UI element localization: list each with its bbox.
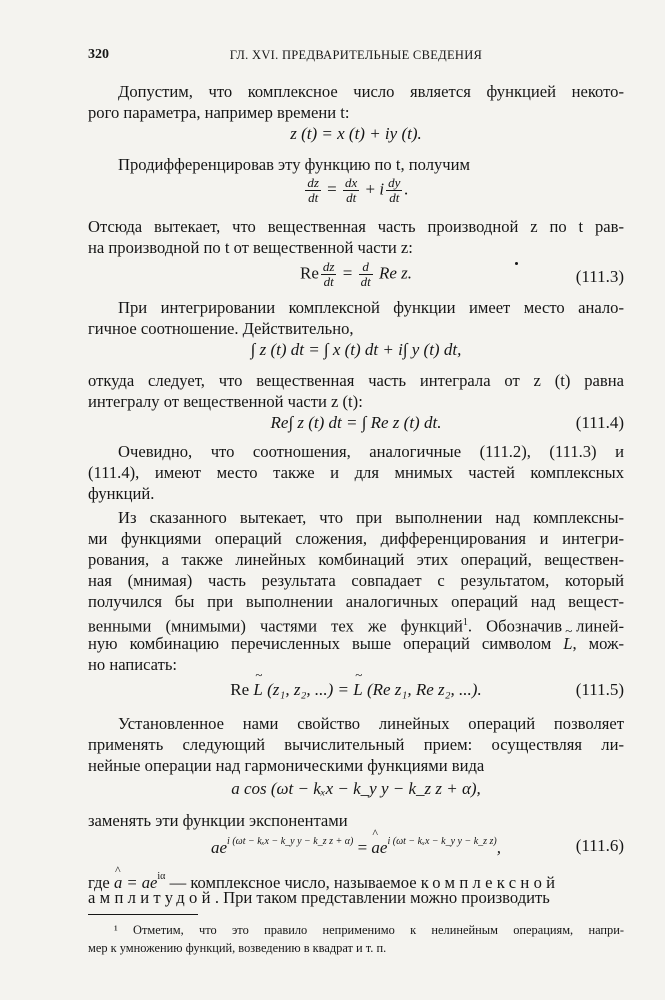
text-line: откуда следует, что вещественная часть интеграла от z (t) равна bbox=[88, 371, 624, 390]
page-number: 320 bbox=[88, 47, 109, 62]
fraction: $\frac{dz}{dt}$ bbox=[307, 175, 319, 205]
chapter-title: ГЛ. XVI. ПРЕДВАРИТЕЛЬНЫЕ СВЕДЕНИЯ bbox=[229, 48, 483, 62]
fraction: $\frac{dx}{dt}$ bbox=[345, 175, 358, 205]
text-line: ную комбинацию перечисленных выше операций символом ~ L, мож- bbox=[88, 633, 624, 654]
running-header bbox=[88, 47, 624, 67]
text-line: Отсюда вытекает, что вещественная часть производной z по t рав- bbox=[88, 217, 624, 236]
text-line: применять следующий вычислительный прием: осуществляя ли- bbox=[88, 735, 624, 754]
equation-number: (111.5) bbox=[575, 680, 624, 699]
spaced-term: комплексной bbox=[420, 873, 560, 892]
text-line: нейные операции над гармоническими функциями вида bbox=[88, 756, 485, 775]
text-line: где ^ $a = ae^{i\alpha}$ — комплексное число, называемое комплексной bbox=[88, 866, 624, 893]
footnote-ref: 1 bbox=[462, 617, 468, 628]
text-line: венными (мнимыми) частями тех же функций$^1$. Обозначив линей- bbox=[88, 616, 624, 636]
equation-text: Re∫ z (t) dt = ∫ Re z (t) dt. bbox=[270, 413, 442, 432]
footnote-line: ¹ Отметим, что это правило неприменимо к нелинейным операциям, напри- bbox=[114, 923, 624, 937]
footnote-divider bbox=[88, 914, 198, 915]
text-line: ная (мнимая) часть результата совпадает с результатом, который bbox=[88, 571, 624, 590]
equation-2: $\frac{dz}{dt}$ = $\frac{dx}{dt}$ + i $\frac{dy}{dt}$ . bbox=[307, 175, 409, 205]
spaced-term: амплитудой bbox=[88, 888, 215, 907]
equation-number: (111.6) bbox=[575, 836, 624, 855]
text-line: амплитудой. При таком представлении можно производить bbox=[88, 888, 550, 907]
text-line: интегралу от вещественной части z (t): bbox=[88, 392, 363, 411]
footnote-line: мер к умножению функций, возведению в квадрат и т. п. bbox=[88, 941, 387, 955]
text-line: рования, а также линейных комбинаций этих операций, веществен- bbox=[88, 550, 624, 569]
text-line: на производной по t от вещественной части z: bbox=[88, 238, 413, 257]
equation-text: a cos (ωt − kₓx − k_y y − k_z z + α), bbox=[231, 779, 481, 798]
operator-symbol: ~ L bbox=[563, 633, 572, 654]
fraction: $\frac{dz}{dt}$ bbox=[322, 259, 335, 289]
text-line: рого параметра, например времени t: bbox=[88, 103, 350, 122]
text-line: (111.4), имеют место также и для мнимых частей комплексных bbox=[88, 463, 624, 482]
text-line: Допустим, что комплексное число является функцией некото- bbox=[118, 82, 624, 101]
text-line: гичное соотношение. Действительно, bbox=[88, 319, 354, 338]
equation-3: Re $\frac{dz}{dt}$ = $\frac{d}{dt}$ Re z. (111.3) bbox=[300, 259, 624, 289]
equation-text: ∫ z (t) dt = ∫ x (t) dt + i∫ y (t) dt, bbox=[250, 340, 462, 359]
equation-text: z (t) = x (t) + iy (t). bbox=[290, 124, 422, 143]
text-line: При интегрировании комплексной функции имеет место анало- bbox=[118, 298, 624, 317]
text-line: заменять эти функции экспонентами bbox=[88, 811, 348, 830]
text-line: Из сказанного вытекает, что при выполнении над комплексны- bbox=[118, 508, 624, 527]
text-line: получился бы при выполнении аналогичных операций над вещест- bbox=[88, 592, 624, 611]
equation-number: (111.4) bbox=[575, 413, 624, 432]
fraction: $\frac{d}{dt}$ bbox=[360, 259, 371, 289]
equation-number: (111.3) bbox=[575, 267, 624, 286]
text-line: Очевидно, что соотношения, аналогичные (111.2), (111.3) и bbox=[118, 442, 624, 461]
text-line: функций. bbox=[88, 484, 155, 503]
text-line: ми функциями операций сложения, дифференцирования и интегри- bbox=[88, 529, 624, 548]
text-line: Установленное нами свойство линейных операций позволяет bbox=[118, 714, 624, 733]
text-line: но написать: bbox=[88, 655, 178, 674]
fraction: $\frac{dy}{dt}$ bbox=[388, 175, 401, 205]
text-line: Продифференцировав эту функцию по t, получим bbox=[118, 155, 471, 174]
book-page: 320 ГЛ. XVI. ПРЕДВАРИТЕЛЬНЫЕ СВЕДЕНИЯ Допустим, что комплексное число является функцией некото- рого параметра, например времени t: z (t) = x (t) + iy (t). Продифференцировав эту функцию по t, получим $\frac{dz}{dt}$ = $\frac{dx}{dt}$ + i $\frac{dy}{dt}$ . Отсюда вытекает, что вещественная часть производной z по t рав- на производной по t от вещественной части z: Re $\frac{dz}{dt}$ = $\frac{d}{dt}$ Re z. (111.3) При интегрировании комплексной функции имеет место анало- гичное соотношение. Действительно, ∫ z (t) dt = ∫ x (t) dt + i∫ y (t) dt, откуда следует, что вещественная часть интеграла от z (t) равна интегралу от вещественной части z (t): Re∫ z (t) dt = ∫ Re z (t) dt. (111.4) Очевидно, что соотношения, аналогичные (111.2), (111.3) и (111.4), имеют место также и для мнимых частей комплексных функций. Из сказанного вытекает, что при выполнении над комплексны- ми функциями операций сложения, дифференцирования и интегри- рования, а также линейных комбинаций этих операций, веществен- ная (мнимая) часть результата совпадает с результатом, который получился бы при выполнении аналогичных операций над вещест- венными (мнимыми) частями тех же функций$^1$. Обозначив линей- ную комбинацию перечисленных выше операций символом ~ L, мож- но написать: Re ~ L (z₁, z₂, ...) = ~ L (Re z₁, Re z₂, ...). (111.5) Установленное нами свойство линейных операций позволяет применять следующий вычислительный прием: осуществляя ли- нейные операции над гармоническими функциями вида a cos (ωt − kₓx − k_y y − k_z z + α), заменять эти функции экспонентами $ae^{i (\omega t - k_xx - k\_y y - k\_z z + \alpha)}$ = ^ $ae^{i (\omega t - k_xx - k\_y y - k\_z z)}$, (111.6) где ^ $a = ae^{i\alpha}$ — комплексное число, называемое комплексной амплитудой. При таком представлении можно производить ¹ Отметим, что это правило неприменимо к нелинейным операциям, напри- мер к умножению функций, возведению в квадрат и т. п. bbox=[0, 0, 665, 1000]
